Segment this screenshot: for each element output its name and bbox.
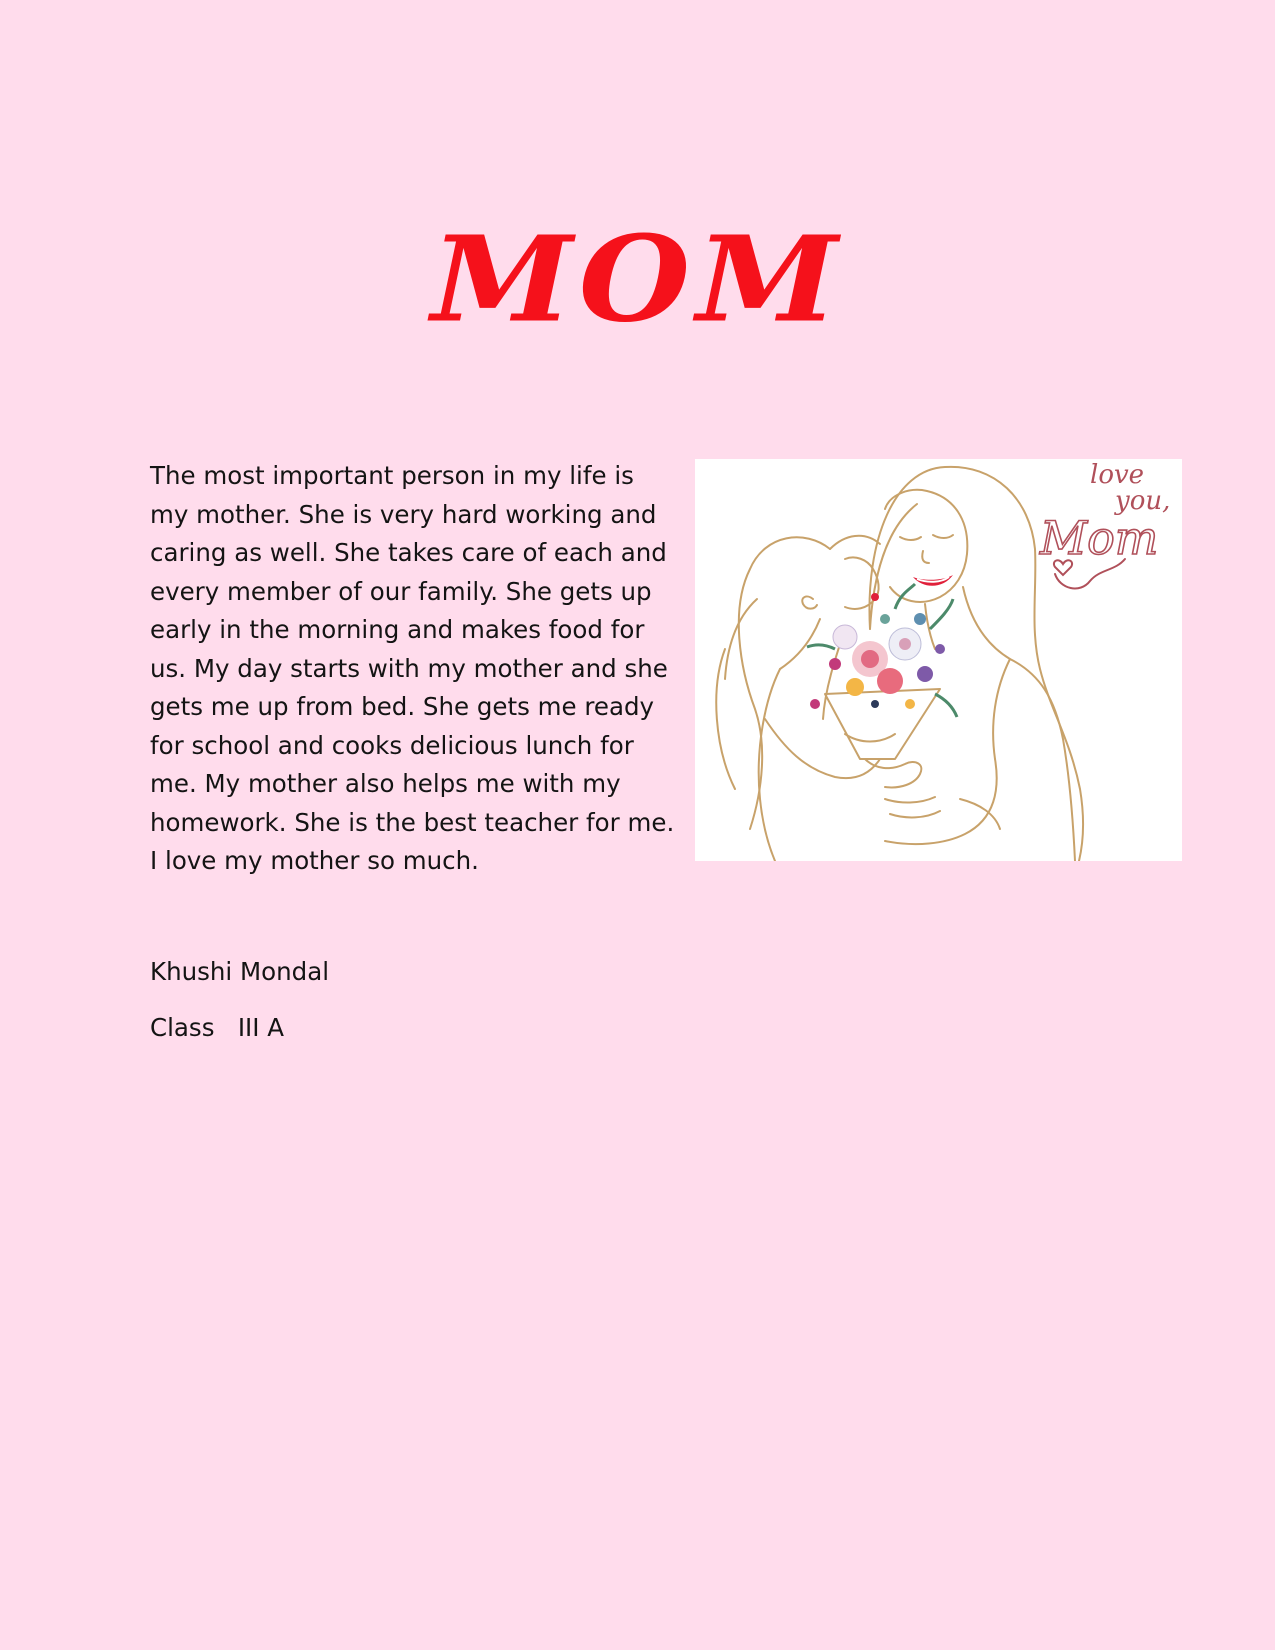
author-name: Khushi Mondal bbox=[150, 957, 330, 986]
essay-paragraph: The most important person in my life is my mother. She is very hard working and caring as well. She takes care of each and every member of our family. She gets up early in the morning and makes food for us. My day starts with my mother and she gets me up from bed. She gets me ready for school and cooks delicious lunch for me. My mother also helps me with my homework. She is the best teacher for me. I love my mother so much. bbox=[150, 461, 675, 875]
page-title: MOM bbox=[431, 211, 844, 349]
svg-text:Mom: Mom bbox=[1040, 511, 1159, 565]
mother-daughter-illustration bbox=[695, 459, 1182, 861]
illustration-drawing bbox=[695, 459, 1182, 861]
svg-text:you,: you, bbox=[1115, 486, 1171, 516]
svg-text:love: love bbox=[1090, 460, 1145, 490]
class-label: Class III A bbox=[150, 1013, 285, 1042]
